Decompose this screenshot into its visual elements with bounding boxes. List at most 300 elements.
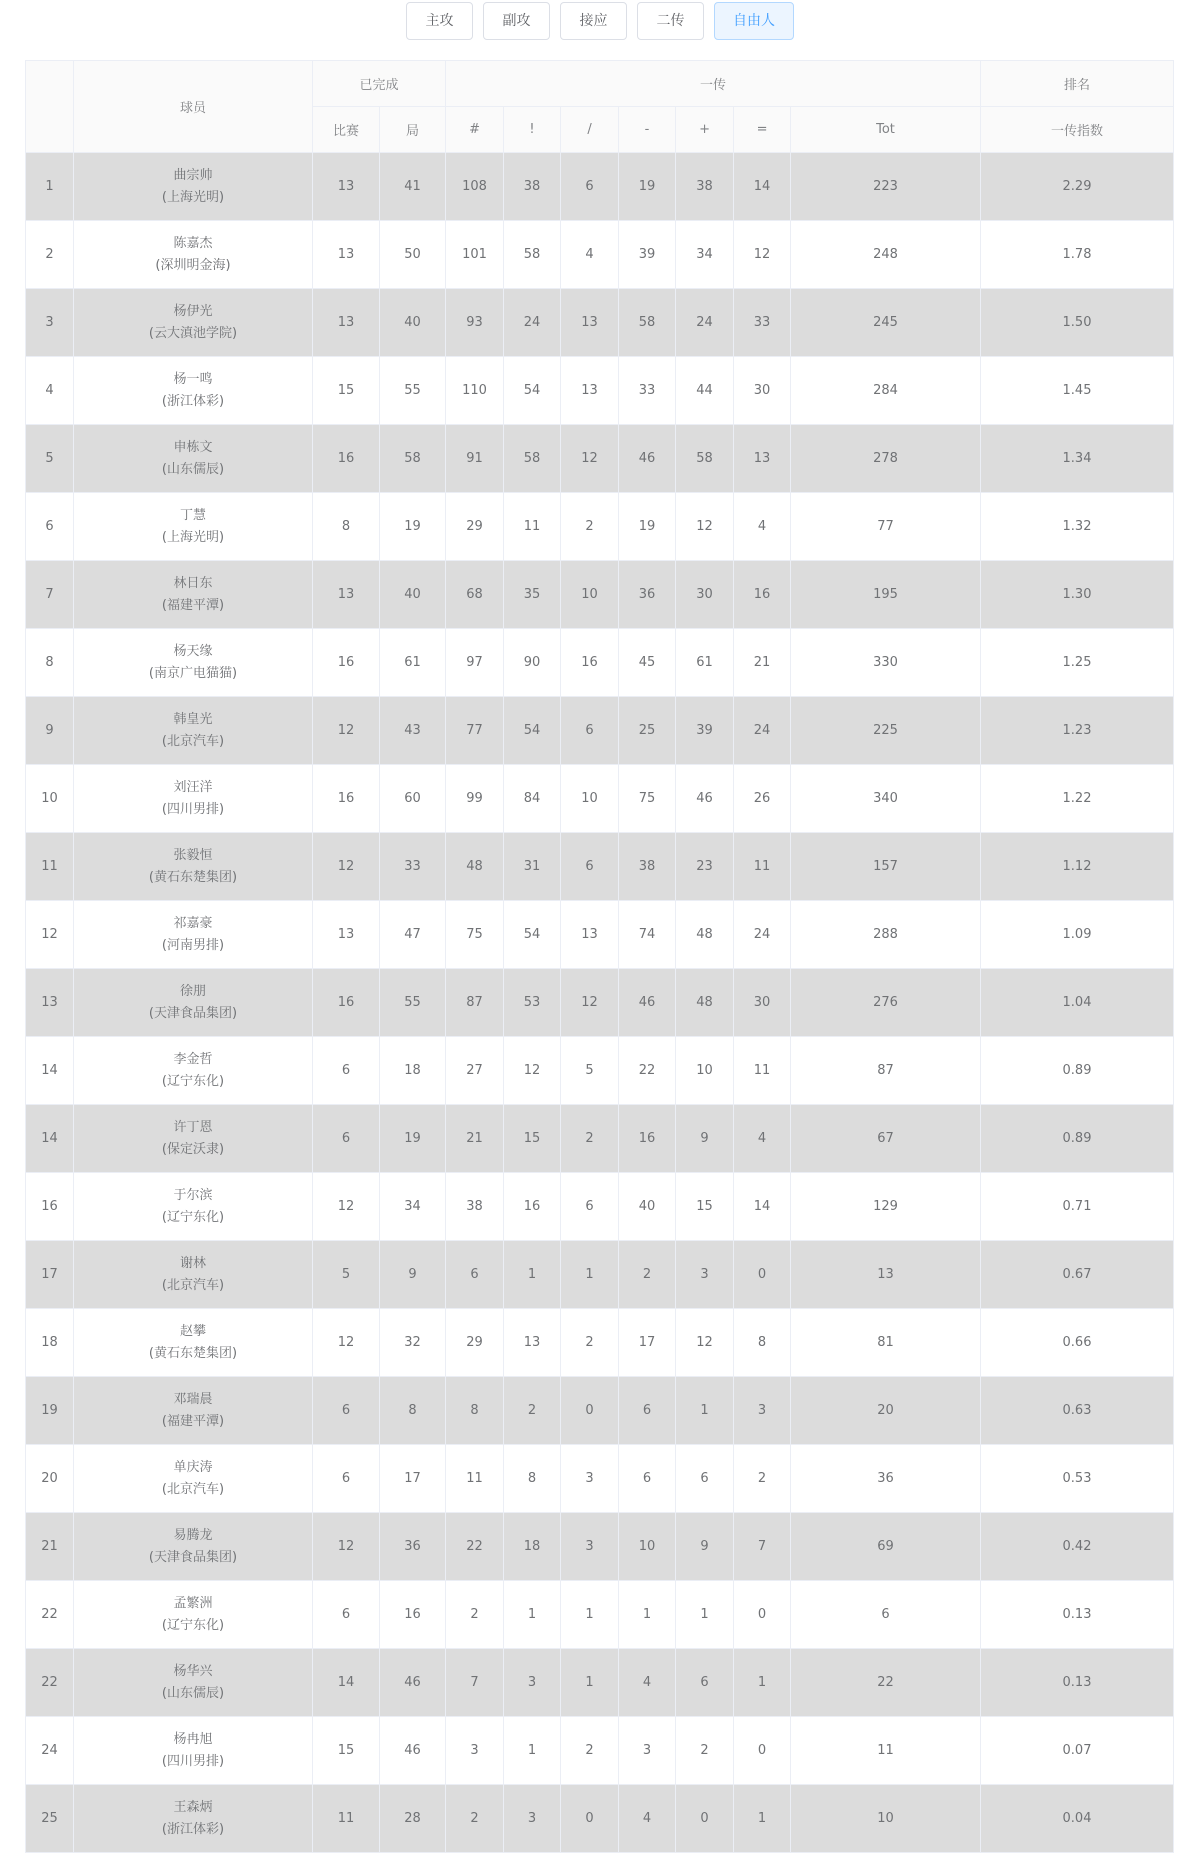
good-cell: 3 bbox=[504, 1649, 561, 1717]
plus-cell: 12 bbox=[676, 493, 734, 561]
player-team: (辽宁东化) bbox=[161, 1209, 225, 1225]
plus-cell: 0 bbox=[676, 1785, 734, 1853]
index-cell: 0.71 bbox=[981, 1173, 1174, 1241]
table-row bbox=[26, 1037, 1174, 1105]
plus-cell: 15 bbox=[676, 1173, 734, 1241]
minus-cell: 38 bbox=[619, 833, 676, 901]
perfect-cell: 29 bbox=[446, 1309, 504, 1377]
player-cell bbox=[74, 901, 313, 969]
table-row bbox=[26, 1377, 1174, 1445]
perfect-cell: 27 bbox=[446, 1037, 504, 1105]
good-cell: 58 bbox=[504, 425, 561, 493]
player-team: (北京汽车) bbox=[161, 733, 225, 749]
minus-cell: 45 bbox=[619, 629, 676, 697]
error-cell: 30 bbox=[734, 357, 791, 425]
player-name: 曲宗帅 bbox=[173, 167, 213, 183]
plus-cell: 48 bbox=[676, 901, 734, 969]
plus-cell: 38 bbox=[676, 153, 734, 221]
error-cell: 16 bbox=[734, 561, 791, 629]
perfect-column-header: # bbox=[446, 107, 504, 153]
perfect-cell: 77 bbox=[446, 697, 504, 765]
player-name: 杨冉旭 bbox=[173, 1731, 213, 1747]
player-name: 孟繁洲 bbox=[173, 1595, 213, 1611]
index-cell: 0.89 bbox=[981, 1105, 1174, 1173]
tab-middle-blocker[interactable]: 副攻 bbox=[483, 2, 550, 40]
player-cell bbox=[74, 1377, 313, 1445]
minus-cell: 46 bbox=[619, 425, 676, 493]
good-cell: 8 bbox=[504, 1445, 561, 1513]
position-tabs bbox=[0, 2, 1200, 40]
perfect-cell: 7 bbox=[446, 1649, 504, 1717]
player-name: 单庆涛 bbox=[173, 1459, 213, 1475]
player-cell bbox=[74, 153, 313, 221]
rank-cell: 25 bbox=[26, 1785, 74, 1853]
plus-column-header: + bbox=[676, 107, 734, 153]
error-cell: 14 bbox=[734, 1173, 791, 1241]
minus-cell: 46 bbox=[619, 969, 676, 1037]
sets-cell: 61 bbox=[380, 629, 446, 697]
player-team: (黄石东楚集团) bbox=[148, 869, 238, 885]
perfect-cell: 110 bbox=[446, 357, 504, 425]
error-cell: 30 bbox=[734, 969, 791, 1037]
player-cell bbox=[74, 1037, 313, 1105]
player-name: 刘汪洋 bbox=[173, 779, 213, 795]
good-cell: 1 bbox=[504, 1241, 561, 1309]
rank-cell: 7 bbox=[26, 561, 74, 629]
matches-cell: 13 bbox=[313, 901, 380, 969]
good-column-header: ! bbox=[504, 107, 561, 153]
error-cell: 21 bbox=[734, 629, 791, 697]
table-row bbox=[26, 357, 1174, 425]
matches-cell: 6 bbox=[313, 1445, 380, 1513]
player-cell bbox=[74, 1173, 313, 1241]
index-cell: 1.78 bbox=[981, 221, 1174, 289]
matches-cell: 16 bbox=[313, 425, 380, 493]
perfect-cell: 21 bbox=[446, 1105, 504, 1173]
index-cell: 1.34 bbox=[981, 425, 1174, 493]
perfect-cell: 87 bbox=[446, 969, 504, 1037]
sets-cell: 50 bbox=[380, 221, 446, 289]
total-cell: 13 bbox=[791, 1241, 981, 1309]
plus-cell: 6 bbox=[676, 1649, 734, 1717]
slash-cell: 1 bbox=[561, 1581, 619, 1649]
slash-cell: 12 bbox=[561, 425, 619, 493]
slash-cell: 6 bbox=[561, 153, 619, 221]
player-name: 林日东 bbox=[173, 575, 213, 591]
index-cell: 0.66 bbox=[981, 1309, 1174, 1377]
plus-cell: 48 bbox=[676, 969, 734, 1037]
total-cell: 284 bbox=[791, 357, 981, 425]
slash-cell: 2 bbox=[561, 1105, 619, 1173]
player-team: (福建平潭) bbox=[161, 1413, 225, 1429]
good-cell: 53 bbox=[504, 969, 561, 1037]
player-cell bbox=[74, 1105, 313, 1173]
player-column-header: 球员 bbox=[74, 61, 313, 153]
sets-cell: 60 bbox=[380, 765, 446, 833]
slash-cell: 5 bbox=[561, 1037, 619, 1105]
rank-cell: 21 bbox=[26, 1513, 74, 1581]
index-cell: 0.13 bbox=[981, 1649, 1174, 1717]
plus-cell: 6 bbox=[676, 1445, 734, 1513]
matches-cell: 6 bbox=[313, 1377, 380, 1445]
sets-cell: 58 bbox=[380, 425, 446, 493]
slash-cell: 13 bbox=[561, 289, 619, 357]
matches-cell: 15 bbox=[313, 1717, 380, 1785]
sets-cell: 55 bbox=[380, 357, 446, 425]
minus-cell: 33 bbox=[619, 357, 676, 425]
table-row bbox=[26, 833, 1174, 901]
total-cell: 67 bbox=[791, 1105, 981, 1173]
perfect-cell: 101 bbox=[446, 221, 504, 289]
perfect-cell: 2 bbox=[446, 1785, 504, 1853]
index-cell: 0.89 bbox=[981, 1037, 1174, 1105]
table-row bbox=[26, 493, 1174, 561]
slash-cell: 2 bbox=[561, 493, 619, 561]
sets-cell: 46 bbox=[380, 1717, 446, 1785]
player-cell bbox=[74, 357, 313, 425]
table-row bbox=[26, 1785, 1174, 1853]
plus-cell: 34 bbox=[676, 221, 734, 289]
plus-cell: 9 bbox=[676, 1513, 734, 1581]
perfect-cell: 11 bbox=[446, 1445, 504, 1513]
good-cell: 54 bbox=[504, 357, 561, 425]
player-name: 徐朋 bbox=[179, 983, 206, 999]
player-name: 王森炳 bbox=[173, 1799, 213, 1815]
total-cell: 223 bbox=[791, 153, 981, 221]
table-row bbox=[26, 1173, 1174, 1241]
error-cell: 26 bbox=[734, 765, 791, 833]
sets-cell: 32 bbox=[380, 1309, 446, 1377]
total-cell: 129 bbox=[791, 1173, 981, 1241]
rank-cell: 16 bbox=[26, 1173, 74, 1241]
total-cell: 77 bbox=[791, 493, 981, 561]
player-cell bbox=[74, 561, 313, 629]
index-cell: 0.63 bbox=[981, 1377, 1174, 1445]
plus-cell: 39 bbox=[676, 697, 734, 765]
index-cell: 0.04 bbox=[981, 1785, 1174, 1853]
matches-cell: 16 bbox=[313, 629, 380, 697]
good-cell: 90 bbox=[504, 629, 561, 697]
good-cell: 2 bbox=[504, 1377, 561, 1445]
player-cell bbox=[74, 833, 313, 901]
player-team: (天津食品集团) bbox=[148, 1549, 238, 1565]
slash-column-header: / bbox=[561, 107, 619, 153]
index-cell: 1.09 bbox=[981, 901, 1174, 969]
minus-column-header: - bbox=[619, 107, 676, 153]
slash-cell: 6 bbox=[561, 833, 619, 901]
first-pass-group-header: 一传 bbox=[446, 61, 981, 107]
minus-cell: 39 bbox=[619, 221, 676, 289]
minus-cell: 17 bbox=[619, 1309, 676, 1377]
index-cell: 1.32 bbox=[981, 493, 1174, 561]
error-cell: 0 bbox=[734, 1581, 791, 1649]
player-cell bbox=[74, 1581, 313, 1649]
player-name: 张毅恒 bbox=[173, 847, 213, 863]
player-cell bbox=[74, 697, 313, 765]
sets-cell: 9 bbox=[380, 1241, 446, 1309]
table-row bbox=[26, 1309, 1174, 1377]
minus-cell: 6 bbox=[619, 1445, 676, 1513]
slash-cell: 13 bbox=[561, 357, 619, 425]
sets-cell: 40 bbox=[380, 561, 446, 629]
perfect-cell: 8 bbox=[446, 1377, 504, 1445]
slash-cell: 0 bbox=[561, 1377, 619, 1445]
sets-cell: 19 bbox=[380, 1105, 446, 1173]
matches-cell: 13 bbox=[313, 289, 380, 357]
good-cell: 58 bbox=[504, 221, 561, 289]
good-cell: 24 bbox=[504, 289, 561, 357]
perfect-cell: 6 bbox=[446, 1241, 504, 1309]
total-cell: 195 bbox=[791, 561, 981, 629]
index-cell: 2.29 bbox=[981, 153, 1174, 221]
player-team: (天津食品集团) bbox=[148, 1005, 238, 1021]
perfect-cell: 68 bbox=[446, 561, 504, 629]
player-team: (四川男排) bbox=[161, 801, 225, 817]
sets-cell: 36 bbox=[380, 1513, 446, 1581]
rank-cell: 2 bbox=[26, 221, 74, 289]
rank-cell: 8 bbox=[26, 629, 74, 697]
table-header bbox=[26, 61, 1174, 153]
good-cell: 54 bbox=[504, 901, 561, 969]
player-name: 杨天缘 bbox=[173, 643, 213, 659]
player-cell bbox=[74, 629, 313, 697]
table-row bbox=[26, 765, 1174, 833]
sets-cell: 41 bbox=[380, 153, 446, 221]
good-cell: 31 bbox=[504, 833, 561, 901]
tab-setter[interactable]: 二传 bbox=[637, 2, 704, 40]
rank-cell: 10 bbox=[26, 765, 74, 833]
index-cell: 1.45 bbox=[981, 357, 1174, 425]
index-column-header: 一传指数 bbox=[981, 107, 1174, 153]
player-cell bbox=[74, 1241, 313, 1309]
total-cell: 36 bbox=[791, 1445, 981, 1513]
plus-cell: 10 bbox=[676, 1037, 734, 1105]
perfect-cell: 97 bbox=[446, 629, 504, 697]
player-cell bbox=[74, 1649, 313, 1717]
matches-cell: 12 bbox=[313, 1513, 380, 1581]
matches-cell: 6 bbox=[313, 1105, 380, 1173]
slash-cell: 1 bbox=[561, 1649, 619, 1717]
error-cell: 2 bbox=[734, 1445, 791, 1513]
perfect-cell: 48 bbox=[446, 833, 504, 901]
perfect-cell: 2 bbox=[446, 1581, 504, 1649]
sets-cell: 40 bbox=[380, 289, 446, 357]
slash-cell: 2 bbox=[561, 1717, 619, 1785]
rank-cell: 12 bbox=[26, 901, 74, 969]
sets-cell: 17 bbox=[380, 1445, 446, 1513]
player-team: (南京广电猫猫) bbox=[148, 665, 238, 681]
index-cell: 1.04 bbox=[981, 969, 1174, 1037]
minus-cell: 22 bbox=[619, 1037, 676, 1105]
perfect-cell: 91 bbox=[446, 425, 504, 493]
player-cell bbox=[74, 289, 313, 357]
good-cell: 11 bbox=[504, 493, 561, 561]
total-cell: 330 bbox=[791, 629, 981, 697]
plus-cell: 23 bbox=[676, 833, 734, 901]
completed-group-header: 已完成 bbox=[313, 61, 446, 107]
minus-cell: 75 bbox=[619, 765, 676, 833]
player-name: 丁慧 bbox=[179, 507, 206, 523]
player-cell bbox=[74, 1445, 313, 1513]
matches-cell: 6 bbox=[313, 1581, 380, 1649]
player-team: (北京汽车) bbox=[161, 1481, 225, 1497]
minus-cell: 74 bbox=[619, 901, 676, 969]
matches-cell: 14 bbox=[313, 1649, 380, 1717]
rank-cell: 20 bbox=[26, 1445, 74, 1513]
total-cell: 245 bbox=[791, 289, 981, 357]
minus-cell: 4 bbox=[619, 1649, 676, 1717]
good-cell: 1 bbox=[504, 1581, 561, 1649]
plus-cell: 24 bbox=[676, 289, 734, 357]
index-cell: 1.12 bbox=[981, 833, 1174, 901]
error-cell: 4 bbox=[734, 1105, 791, 1173]
player-team: (浙江体彩) bbox=[161, 1821, 225, 1837]
player-name: 邓瑞晨 bbox=[173, 1391, 213, 1407]
sets-cell: 33 bbox=[380, 833, 446, 901]
slash-cell: 6 bbox=[561, 1173, 619, 1241]
slash-cell: 10 bbox=[561, 561, 619, 629]
index-cell: 0.67 bbox=[981, 1241, 1174, 1309]
matches-cell: 13 bbox=[313, 153, 380, 221]
table-row bbox=[26, 221, 1174, 289]
index-cell: 0.53 bbox=[981, 1445, 1174, 1513]
error-cell: 11 bbox=[734, 1037, 791, 1105]
rank-cell: 22 bbox=[26, 1649, 74, 1717]
slash-cell: 0 bbox=[561, 1785, 619, 1853]
total-cell: 22 bbox=[791, 1649, 981, 1717]
total-cell: 6 bbox=[791, 1581, 981, 1649]
matches-cell: 12 bbox=[313, 1173, 380, 1241]
error-cell: 3 bbox=[734, 1377, 791, 1445]
slash-cell: 3 bbox=[561, 1445, 619, 1513]
sets-cell: 43 bbox=[380, 697, 446, 765]
player-cell bbox=[74, 1717, 313, 1785]
player-team: (深圳明金海) bbox=[155, 257, 231, 273]
total-cell: 340 bbox=[791, 765, 981, 833]
player-cell bbox=[74, 1513, 313, 1581]
error-cell: 13 bbox=[734, 425, 791, 493]
total-cell: 10 bbox=[791, 1785, 981, 1853]
plus-cell: 3 bbox=[676, 1241, 734, 1309]
player-team: (云大滇池学院) bbox=[148, 325, 238, 341]
table-row bbox=[26, 629, 1174, 697]
player-team: (浙江体彩) bbox=[161, 393, 225, 409]
index-cell: 1.25 bbox=[981, 629, 1174, 697]
good-cell: 13 bbox=[504, 1309, 561, 1377]
perfect-cell: 108 bbox=[446, 153, 504, 221]
slash-cell: 6 bbox=[561, 697, 619, 765]
matches-cell: 15 bbox=[313, 357, 380, 425]
rank-cell: 14 bbox=[26, 1037, 74, 1105]
error-cell: 0 bbox=[734, 1717, 791, 1785]
slash-cell: 12 bbox=[561, 969, 619, 1037]
sets-cell: 55 bbox=[380, 969, 446, 1037]
tab-libero[interactable]: 自由人 bbox=[714, 2, 794, 40]
matches-cell: 5 bbox=[313, 1241, 380, 1309]
total-cell: 87 bbox=[791, 1037, 981, 1105]
table-body bbox=[26, 153, 1174, 1853]
plus-cell: 61 bbox=[676, 629, 734, 697]
table-row bbox=[26, 289, 1174, 357]
ranking-group-header: 排名 bbox=[981, 61, 1174, 107]
matches-cell: 8 bbox=[313, 493, 380, 561]
slash-cell: 10 bbox=[561, 765, 619, 833]
table-row bbox=[26, 1445, 1174, 1513]
perfect-cell: 75 bbox=[446, 901, 504, 969]
rank-cell: 1 bbox=[26, 153, 74, 221]
good-cell: 38 bbox=[504, 153, 561, 221]
table-row bbox=[26, 901, 1174, 969]
player-cell bbox=[74, 425, 313, 493]
player-team: (黄石东楚集团) bbox=[148, 1345, 238, 1361]
sets-cell: 8 bbox=[380, 1377, 446, 1445]
minus-cell: 58 bbox=[619, 289, 676, 357]
rank-column-header bbox=[26, 61, 74, 153]
matches-cell: 16 bbox=[313, 765, 380, 833]
plus-cell: 1 bbox=[676, 1581, 734, 1649]
error-cell: 8 bbox=[734, 1309, 791, 1377]
total-cell: 157 bbox=[791, 833, 981, 901]
rank-cell: 17 bbox=[26, 1241, 74, 1309]
matches-column-header: 比赛 bbox=[313, 107, 380, 153]
table-row bbox=[26, 697, 1174, 765]
sets-cell: 46 bbox=[380, 1649, 446, 1717]
sets-cell: 16 bbox=[380, 1581, 446, 1649]
matches-cell: 12 bbox=[313, 697, 380, 765]
tab-outside-hitter[interactable]: 主攻 bbox=[406, 2, 473, 40]
table-row bbox=[26, 425, 1174, 493]
tab-opposite[interactable]: 接应 bbox=[560, 2, 627, 40]
minus-cell: 16 bbox=[619, 1105, 676, 1173]
error-cell: 33 bbox=[734, 289, 791, 357]
sets-column-header: 局 bbox=[380, 107, 446, 153]
reception-stats-table bbox=[25, 60, 1174, 1853]
minus-cell: 4 bbox=[619, 1785, 676, 1853]
total-cell: 248 bbox=[791, 221, 981, 289]
minus-cell: 40 bbox=[619, 1173, 676, 1241]
plus-cell: 1 bbox=[676, 1377, 734, 1445]
player-name: 赵攀 bbox=[179, 1323, 206, 1339]
player-name: 申栋文 bbox=[173, 439, 213, 455]
player-name: 谢林 bbox=[179, 1255, 206, 1271]
table-row bbox=[26, 561, 1174, 629]
error-cell: 11 bbox=[734, 833, 791, 901]
player-name: 陈嘉杰 bbox=[173, 235, 213, 251]
error-cell: 1 bbox=[734, 1785, 791, 1853]
error-cell: 24 bbox=[734, 697, 791, 765]
minus-cell: 25 bbox=[619, 697, 676, 765]
player-name: 李金哲 bbox=[173, 1051, 213, 1067]
table-row bbox=[26, 1581, 1174, 1649]
player-team: (保定沃隶) bbox=[161, 1141, 225, 1157]
plus-cell: 12 bbox=[676, 1309, 734, 1377]
rank-cell: 18 bbox=[26, 1309, 74, 1377]
matches-cell: 6 bbox=[313, 1037, 380, 1105]
table-row bbox=[26, 1513, 1174, 1581]
player-cell bbox=[74, 1309, 313, 1377]
player-team: (上海光明) bbox=[161, 189, 225, 205]
player-name: 易腾龙 bbox=[173, 1527, 213, 1543]
index-cell: 0.42 bbox=[981, 1513, 1174, 1581]
matches-cell: 13 bbox=[313, 221, 380, 289]
rank-cell: 22 bbox=[26, 1581, 74, 1649]
error-cell: 7 bbox=[734, 1513, 791, 1581]
perfect-cell: 29 bbox=[446, 493, 504, 561]
plus-cell: 58 bbox=[676, 425, 734, 493]
minus-cell: 3 bbox=[619, 1717, 676, 1785]
player-team: (北京汽车) bbox=[161, 1277, 225, 1293]
table-row bbox=[26, 1241, 1174, 1309]
